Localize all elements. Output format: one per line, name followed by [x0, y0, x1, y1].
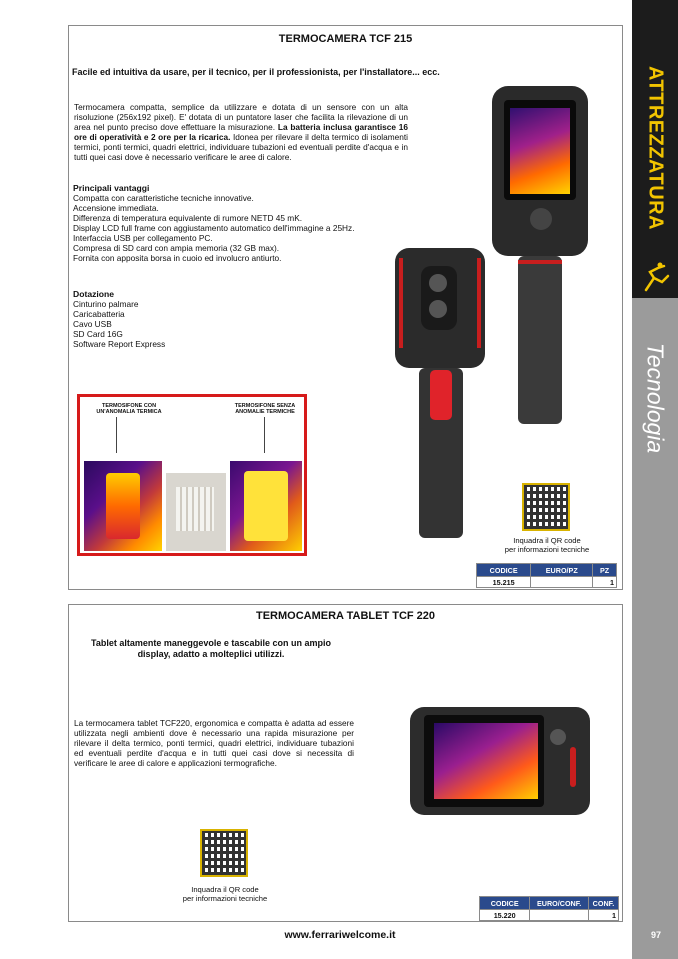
product1-desc-bold: La batteria inclusa garantisce 16 ore di operatività e 2 ore per la ricarica.	[74, 122, 408, 142]
website-link[interactable]: www.ferrariwelcome.it	[284, 929, 396, 941]
page-number: 97	[650, 930, 661, 940]
equipment-heading: Dotazione	[73, 289, 115, 299]
col-codice: CODICE	[480, 897, 530, 910]
product1-desc-plain: Termocamera compatta, semplice da utilizzare e dotata di un sensore con un alta risoluzione (256x192 pixel). E' dotata di un puntatore laser che facilita la rilevazione di un area nel punto preciso dove effettuare la misurazione.	[74, 102, 408, 132]
list-item: Display LCD full frame con aggiustamento automatico dell'immagine a 25Hz.	[73, 223, 355, 233]
table-row	[477, 577, 617, 588]
sidebar-section: Tecnologia	[642, 342, 669, 454]
advantages-heading: Principali vantaggi	[73, 183, 150, 193]
product2-title: TERMOCAMERA TABLET TCF 220	[255, 610, 436, 622]
list-item: Cinturino palmare	[73, 299, 139, 309]
qr-label-2	[166, 885, 284, 903]
product1-code-table	[476, 563, 617, 588]
list-item: SD Card 16G	[73, 329, 123, 339]
qty-cell: 1	[588, 910, 618, 921]
price-cell	[530, 910, 589, 921]
product1-intro: Facile ed intuitiva da usare, per il tecnico, per il professionista, per l'installatore... ecc.	[72, 67, 440, 77]
list-item: Interfaccia USB per collegamento PC.	[73, 233, 213, 243]
radiator-photo	[166, 473, 226, 551]
price-cell	[531, 577, 593, 588]
label-without-anomaly: TERMOSIFONE SENZA ANOMALIE TERMICHE	[234, 403, 296, 415]
product1-description	[74, 102, 408, 162]
list-item: Compatta con caratteristiche tecniche innovative.	[73, 193, 254, 203]
thermal-camera-front-image	[395, 248, 485, 538]
thermal-image-normal	[230, 461, 302, 551]
thermal-camera-back-image	[492, 86, 588, 424]
qr-label-line1: Inquadra il QR code	[513, 536, 581, 545]
table-row	[480, 910, 619, 921]
sidebar-category: ATTREZZATURA	[644, 65, 667, 231]
product1-title: TERMOCAMERA TCF 215	[278, 33, 413, 45]
list-item: Fornita con apposita borsa in cuoio ed involucro antiurto.	[73, 253, 282, 263]
advantages-list	[73, 193, 355, 263]
list-item: Software Report Express	[73, 339, 166, 349]
radiator-comparison-image	[77, 394, 307, 556]
qr-label-line2: per informazioni tecniche	[182, 894, 268, 903]
list-item: Cavo USB	[73, 319, 112, 329]
product1-desc-rest: Idonea per rilevare il delta termico di isolamenti termici, ponti termici, quadri elettrici, individuare tubazioni ed eventuali perdite d'acqua e in tutti quei casi dove è necessario verificare le aree di calore.	[74, 132, 408, 162]
label-with-anomaly: TERMOSIFONE CON UN'ANOMALIA TERMICA	[96, 403, 162, 415]
col-euro: EURO/PZ	[531, 564, 593, 577]
code-cell: 15.220	[480, 910, 530, 921]
qty-cell: 1	[593, 577, 617, 588]
qr-label-line2: per informazioni tecniche	[504, 545, 590, 554]
list-item: Accensione immediata.	[73, 203, 159, 213]
product2-description: La termocamera tablet TCF220, ergonomica e compatta è adatta ad essere utilizzata negli ambienti dove è necessario una rapida misurazione per rilevare il delta termico, ponti termici, quadri elettrici, individuare tubazioni ed eventuali perdite d'acqua e in tutti quei casi dove si necessita di verificare le aree di calore e applicazioni termografiche.	[74, 718, 354, 768]
qr-code-icon[interactable]	[522, 483, 570, 531]
thermal-image-anomaly	[84, 461, 162, 551]
equipment-list	[73, 299, 165, 349]
code-cell: 15.215	[477, 577, 531, 588]
list-item: Caricabatteria	[73, 309, 125, 319]
list-item: Compresa di SD card con ampia memoria (32 GB max).	[73, 243, 280, 253]
col-euro-conf: EURO/CONF.	[530, 897, 589, 910]
qr-label-1	[488, 536, 606, 554]
col-conf: CONF.	[588, 897, 618, 910]
qr-code-icon[interactable]	[200, 829, 248, 877]
col-codice: CODICE	[477, 564, 531, 577]
list-item: Differenza di temperatura equivalente di rumore NETD 45 mK.	[73, 213, 303, 223]
product2-intro: Tablet altamente maneggevole e tascabile con un ampio display, adatto a molteplici utilizzi.	[91, 638, 331, 659]
qr-label-line1: Inquadra il QR code	[191, 885, 259, 894]
thermal-tablet-image	[410, 707, 590, 815]
product2-code-table	[479, 896, 619, 921]
worker-logo-icon	[638, 262, 674, 294]
col-pz: PZ	[593, 564, 617, 577]
